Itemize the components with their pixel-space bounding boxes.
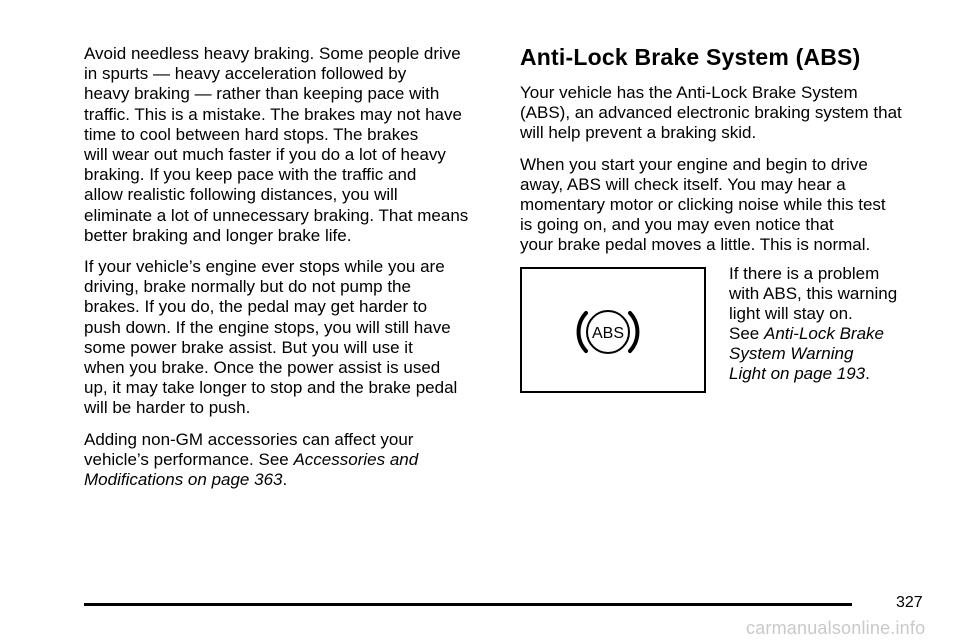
section-title: Anti-Lock Brake System (ABS) <box>520 44 861 70</box>
abs-check-paragraph: When you start your engine and begin to drive away, ABS will check itself. You may hear a momentary motor or clicking noise while this test is going on, and you may even notice that your brake pedal moves a little. This is normal. <box>520 154 886 255</box>
abs-warning-period: . <box>865 364 870 383</box>
accessories-paragraph <box>84 430 504 491</box>
abs-warning-reference-link[interactable]: Anti-Lock Brake System Warning Light on page 193 <box>729 324 884 383</box>
watermark: carmanualsonline.info <box>746 618 926 638</box>
footer-rule <box>84 603 852 606</box>
abs-warning-light-icon <box>522 269 704 391</box>
abs-warning-light-figure <box>520 267 706 393</box>
abs-warning-paragraph <box>729 264 939 384</box>
abs-intro-paragraph: Your vehicle has the Anti-Lock Brake System (ABS), an advanced electronic braking system that will help prevent a braking skid. <box>520 83 902 143</box>
right-column <box>520 43 940 267</box>
accessories-text: Adding non-GM accessories can affect your vehicle’s performance. See <box>84 429 414 469</box>
accessories-period: . <box>282 470 288 490</box>
page-number: 327 <box>896 594 923 611</box>
accessories-reference-link[interactable]: Accessories and Modifications on page 363 <box>84 449 419 490</box>
left-column <box>84 44 504 501</box>
engine-stop-paragraph: If your vehicle’s engine ever stops while you are driving, brake normally but do not pump the brakes. If you do, the pedal may get harder to push down. If the engine stops, you will still have some power brake assist. But you will use it when you brake. Once the power assist is used up, it may take longer to stop and the brake pedal will be harder to push. <box>84 257 458 418</box>
abs-icon-label: ABS <box>591 325 625 342</box>
abs-warning-text: If there is a problem with ABS, this warning light will stay on. See <box>729 264 898 343</box>
braking-paragraph: Avoid needless heavy braking. Some people drive in spurts — heavy acceleration followed by heavy braking — rather than keeping pace with traffic. This is a mistake. The brakes may not have time to cool between hard stops. The brakes will wear out much faster if you do a lot of heavy braking. If you keep pace with the traffic and allow realistic following distances, you will eliminate a lot of unnecessary braking. That means better braking and longer brake life. <box>84 44 469 245</box>
